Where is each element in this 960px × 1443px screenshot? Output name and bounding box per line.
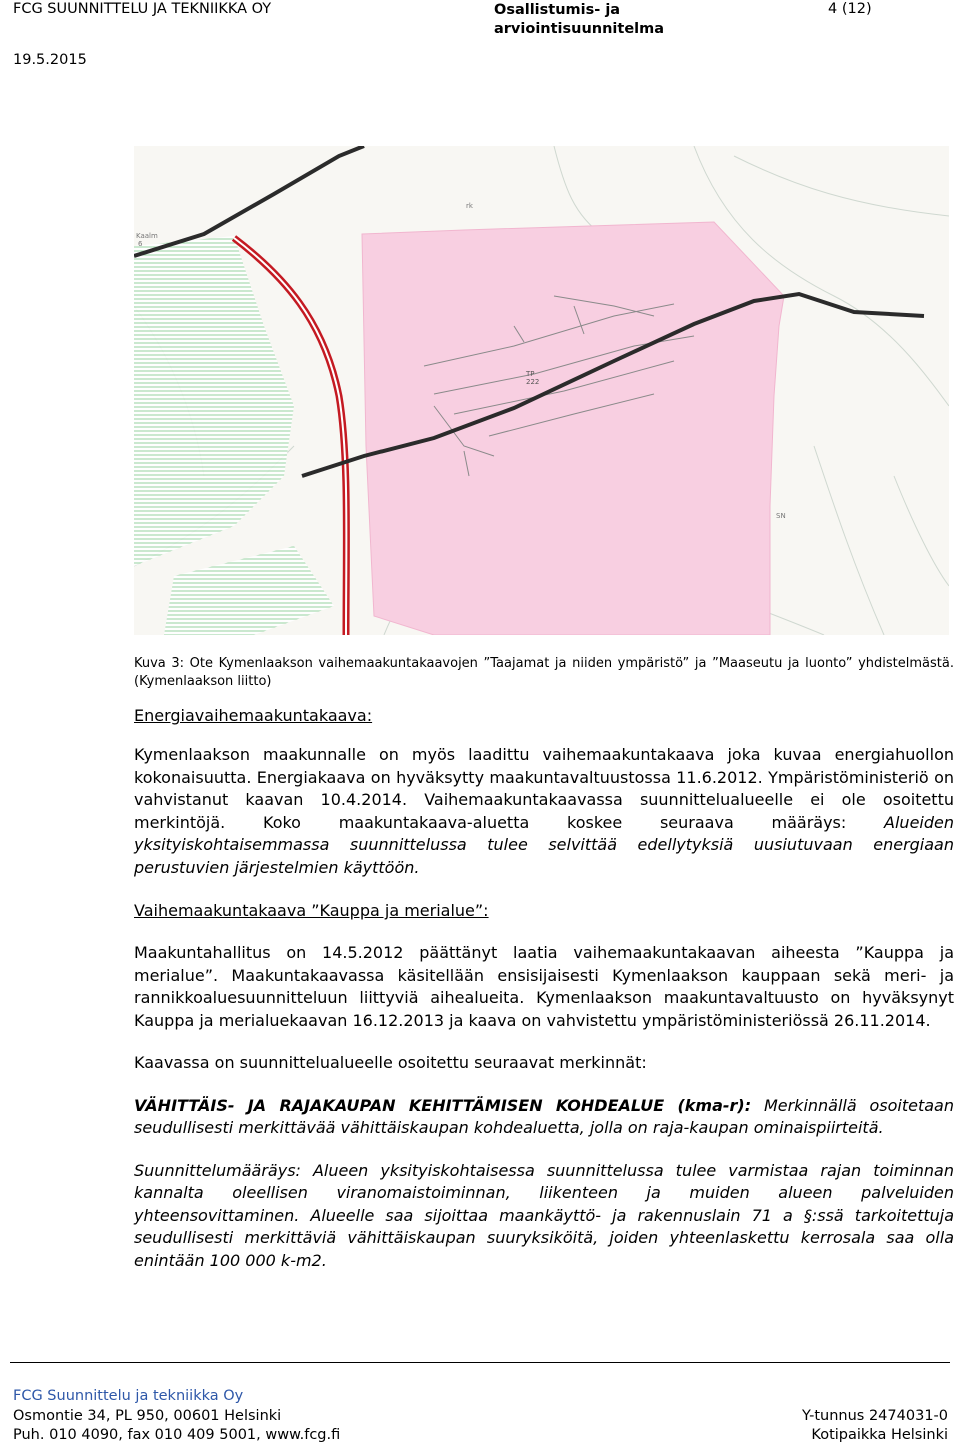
map-label-sn: SN	[776, 512, 786, 520]
kma-marking-paragraph	[134, 1095, 954, 1140]
page-header	[0, 0, 960, 80]
energy-plan-text: Kymenlaakson maakunnalle on myös laadittu vaihemaakuntakaava joka kuvaa energiahuollon kokonaisuutta. Energiakaava on hyväksytty maakuntavaltuustossa 11.6.2012. Ympäristöministeriö on vahvistanut kaavan 10.4.2014. Vaihemaakuntakaavassa suunnittelualueelle ei ole osoitettu merkintöjä. Koko maakuntakaava-aluetta koskee seuraava määräys:	[134, 745, 954, 832]
document-body	[134, 655, 954, 1272]
page-footer	[0, 1362, 960, 1442]
header-date: 19.5.2015	[13, 52, 87, 68]
footer-company: FCG Suunnittelu ja tekniikka Oy	[13, 1388, 244, 1404]
footer-divider	[10, 1362, 950, 1363]
trade-plan-heading: Vaihemaakuntakaava ”Kauppa ja merialue”:	[134, 901, 489, 920]
map-label-kaalm: Kaalm	[136, 232, 158, 240]
footer-address: Osmontie 34, PL 950, 00601 Helsinki	[13, 1408, 282, 1424]
kma-marking-title: VÄHITTÄIS- JA RAJAKAUPAN KEHITTÄMISEN KOHDEALUE (kma-r):	[134, 1095, 752, 1115]
map-label-222: 222	[526, 378, 540, 386]
map-graphic	[134, 146, 949, 635]
map-label-rk: rk	[466, 202, 473, 210]
energy-plan-heading: Energiavaihemaakuntakaava:	[134, 706, 373, 725]
footer-phone: Puh. 010 4090, fax 010 409 5001, www.fcg.fi	[13, 1427, 341, 1443]
trade-plan-paragraph: Maakuntahallitus on 14.5.2012 päättänyt laatia vaihemaakuntakaavan aiheesta ”Kauppa ja merialue”. Maakuntakaavassa käsitellään ensisijaisesti Kymenlaakson kauppaan sekä meri- ja rannikkoaluesuunnitteluun liittyviä aihealueita. Kymenlaakson maakuntavaltuusto on hyväksynyt Kauppa ja merialuekaavan 16.12.2013 ja kaava on vahvistettu ympäristöministeriössä 26.11.2014.	[134, 943, 954, 1030]
kma-marking-description: Merkinnällä osoitetaan seudullisesti merkittävää vähittäiskaupan kohdealuetta, jolla on raja-kaupan ominaispiirteitä.	[134, 1095, 955, 1137]
pink-plan-area	[362, 222, 784, 635]
energy-plan-paragraph	[134, 744, 954, 879]
footer-seat: Kotipaikka Helsinki	[811, 1427, 948, 1443]
header-page-number: 4 (12)	[828, 1, 872, 17]
energy-plan-regulation: Alueiden yksityiskohtaisemmassa suunnittelussa tulee selvittää edellytyksiä uusiutuvaan energiaan perustuvien järjestelmien käyttöön.	[134, 812, 954, 877]
map-label-6: 6	[138, 240, 143, 248]
header-title: Osallistumis- ja arviointisuunnitelma	[494, 2, 665, 37]
planning-regulation: Suunnittelumääräys: Alueen yksityiskohtaisessa suunnittelussa tulee varmistaa rajan toiminnan kannalta oleellisen viranomaistoiminnan, liikenteen ja muiden alueen palveluiden yhteensovittaminen. Alueelle saa sijoittaa maankäyttö- ja rakennuslain 71 a §:ssä tarkoitettuja seudullisesti merkittäviä vähittäiskaupan suuryksiköitä, joiden yhteenlaskettu kerrosala saa olla enintään 100 000 k-m2.	[134, 1160, 954, 1270]
header-company: FCG SUUNNITTELU JA TEKNIIKKA OY	[13, 1, 272, 17]
markings-intro: Kaavassa on suunnittelualueelle osoitettu seuraavat merkinnät:	[134, 1053, 647, 1072]
map-label-tp: TP	[526, 370, 535, 378]
figure-caption: Kuva 3: Ote Kymenlaakson vaihemaakuntakaavojen ”Taajamat ja niiden ympäristö” ja ”Maaseutu ja luonto” yhdistelmästä. (Kymenlaakson liitto)	[134, 656, 954, 689]
regional-plan-map	[134, 146, 949, 635]
footer-business-id: Y-tunnus 2474031-0	[801, 1408, 948, 1424]
